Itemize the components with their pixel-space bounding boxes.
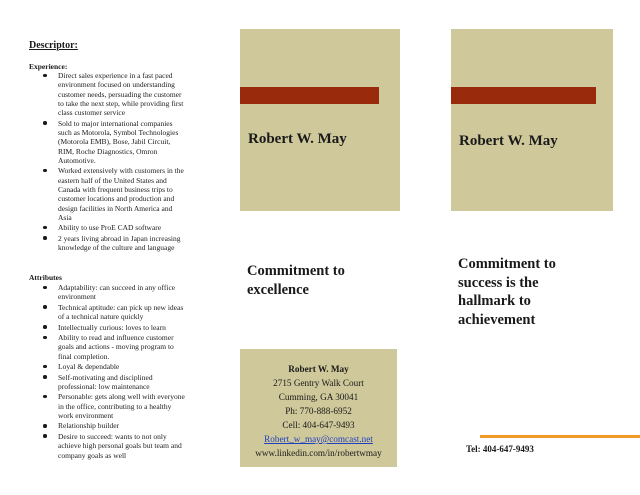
- list-item: Direct sales experience in a fast paced environment focused on understanding customer needs, persuading the customer to take the next step, while providing first class customer service: [29, 71, 186, 117]
- list-item: Personable: gets along well with everyone in the office, contributing to a healthy work environment: [29, 392, 186, 420]
- contact-address-line-1: 2715 Gentry Walk Court: [273, 378, 364, 388]
- contact-cell: Cell: 404-647-9493: [282, 420, 355, 430]
- right-commitment-heading: Commitment to success is the hallmark to achievement: [458, 256, 556, 328]
- contact-website: www.linkedin.com/in/robertwmay: [255, 448, 382, 458]
- middle-name-panel: [240, 29, 400, 211]
- list-item: Ability to use ProE CAD software: [29, 223, 186, 232]
- list-item: Adaptability: can succeed in any office environment: [29, 283, 186, 302]
- experience-heading: Experience:: [29, 62, 68, 71]
- list-item: Intellectually curious: loves to learn: [29, 323, 186, 332]
- list-item: Relationship builder: [29, 421, 186, 430]
- red-accent-bar: [240, 87, 379, 104]
- list-item: Self-motivating and disciplined professional: low maintenance: [29, 373, 186, 392]
- orange-divider: [480, 435, 640, 438]
- middle-commitment-heading: Commitment to excellence: [247, 263, 345, 298]
- right-name-title: Robert W. May: [459, 133, 558, 149]
- telephone-text: Tel: 404-647-9493: [466, 444, 534, 454]
- red-accent-bar: [451, 87, 596, 104]
- middle-name-title: Robert W. May: [248, 131, 347, 147]
- contact-email-link[interactable]: Robert_w_may@comcast.net: [264, 434, 373, 444]
- contact-box: [240, 349, 397, 467]
- list-item: Technical aptitude: can pick up new ideas of a technical nature quickly: [29, 303, 186, 322]
- descriptor-title: Descriptor:: [29, 40, 78, 51]
- right-name-panel: [451, 29, 613, 211]
- list-item: Loyal & dependable: [29, 362, 186, 371]
- attributes-heading: Attributes: [29, 273, 62, 282]
- experience-list: [29, 71, 186, 254]
- list-item: Ability to read and influence customer goals and actions - moving program to final completion.: [29, 333, 186, 361]
- list-item: Sold to major international companies such as Motorola, Symbol Technologies (Motorola EMB), Bose, Jabil Circuit, RIM, Roche Diagnostics, Omron Automotive.: [29, 119, 186, 165]
- contact-phone: Ph: 770-888-6952: [285, 406, 352, 416]
- list-item: Worked extensively with customers in the eastern half of the United States and Canada with frequent business trips to customer locations and production and design facilities in North America and Asia: [29, 166, 186, 222]
- list-item: Desire to succeed: wants to not only achieve high personal goals but team and company goals as well: [29, 432, 186, 460]
- contact-address-line-2: Cumming, GA 30041: [278, 392, 359, 402]
- attributes-list: [29, 283, 186, 461]
- list-item: 2 years living abroad in Japan increasing knowledge of the culture and language: [29, 234, 186, 253]
- contact-name: Robert W. May: [288, 364, 349, 374]
